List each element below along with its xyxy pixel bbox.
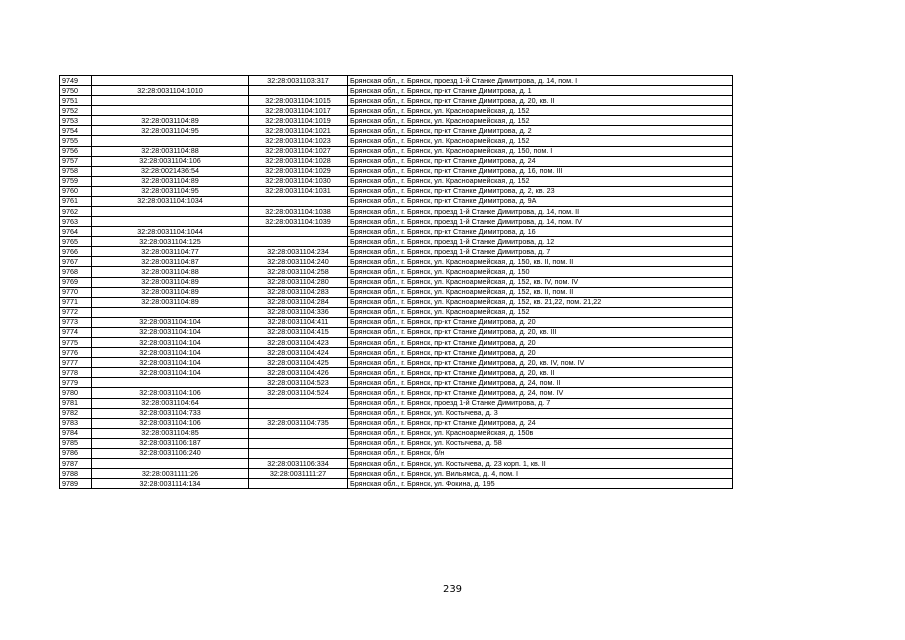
building-number-cell — [249, 408, 348, 418]
table-row — [60, 207, 733, 217]
building-number-cell: 32:28:0031104:426 — [249, 368, 348, 378]
row-number-cell: 9776 — [60, 348, 92, 358]
address-cell: Брянская обл., г. Брянск, ул. Красноармейская, д. 152 — [348, 136, 733, 146]
land-plot-number-cell: 32:28:0031104:104 — [92, 317, 249, 327]
land-plot-number-cell: 32:28:0031104:89 — [92, 176, 249, 186]
building-number-cell: 32:28:0031104:1023 — [249, 136, 348, 146]
table-row — [60, 217, 733, 227]
building-number-cell: 32:28:0031104:280 — [249, 277, 348, 287]
building-number-cell: 32:28:0031104:423 — [249, 338, 348, 348]
row-number-cell: 9753 — [60, 116, 92, 126]
table-row — [60, 317, 733, 327]
table-row — [60, 469, 733, 479]
address-cell: Брянская обл., г. Брянск, ул. Красноармейская, д. 150в — [348, 428, 733, 438]
table-row — [60, 196, 733, 206]
row-number-cell: 9754 — [60, 126, 92, 136]
table-row — [60, 358, 733, 368]
building-number-cell: 32:28:0031103:317 — [249, 76, 348, 86]
land-plot-number-cell: 32:28:0031111:26 — [92, 469, 249, 479]
land-plot-number-cell — [92, 136, 249, 146]
address-cell: Брянская обл., г. Брянск, ул. Красноармейская, д. 152 — [348, 176, 733, 186]
address-cell: Брянская обл., г. Брянск, пр-кт Станке Димитрова, д. 1 — [348, 86, 733, 96]
building-number-cell — [249, 448, 348, 458]
row-number-cell: 9767 — [60, 257, 92, 267]
land-plot-number-cell — [92, 207, 249, 217]
land-plot-number-cell: 32:28:0031104:1044 — [92, 227, 249, 237]
address-cell: Брянская обл., г. Брянск, пр-кт Станке Димитрова, д. 16, пом. III — [348, 166, 733, 176]
row-number-cell: 9750 — [60, 86, 92, 96]
address-cell: Брянская обл., г. Брянск, проезд 1-й Станке Димитрова, д. 14, пом. IV — [348, 217, 733, 227]
land-plot-number-cell: 32:28:0031106:187 — [92, 438, 249, 448]
table-row — [60, 368, 733, 378]
row-number-cell: 9778 — [60, 368, 92, 378]
building-number-cell — [249, 428, 348, 438]
land-plot-number-cell: 32:28:0031104:64 — [92, 398, 249, 408]
address-cell: Брянская обл., г. Брянск, ул. Красноармейская, д. 152 — [348, 116, 733, 126]
building-number-cell: 32:28:0031104:240 — [249, 257, 348, 267]
table-row — [60, 398, 733, 408]
row-number-cell: 9762 — [60, 207, 92, 217]
address-cell: Брянская обл., г. Брянск, ул. Красноармейская, д. 152 — [348, 106, 733, 116]
table-row — [60, 186, 733, 196]
address-cell: Брянская обл., г. Брянск, пр-кт Станке Димитрова, д. 2, кв. 23 — [348, 186, 733, 196]
table-row — [60, 448, 733, 458]
land-plot-number-cell: 32:28:0031104:733 — [92, 408, 249, 418]
row-number-cell: 9759 — [60, 176, 92, 186]
address-cell: Брянская обл., г. Брянск, ул. Красноармейская, д. 150 — [348, 267, 733, 277]
row-number-cell: 9788 — [60, 469, 92, 479]
row-number-cell: 9752 — [60, 106, 92, 116]
table-row — [60, 287, 733, 297]
address-cell: Брянская обл., г. Брянск, проезд 1-й Станке Димитрова, д. 7 — [348, 398, 733, 408]
address-cell: Брянская обл., г. Брянск, пр-кт Станке Димитрова, д. 20 — [348, 348, 733, 358]
table-row — [60, 458, 733, 468]
land-plot-number-cell: 32:28:0031104:89 — [92, 287, 249, 297]
building-number-cell: 32:28:0031106:334 — [249, 458, 348, 468]
building-number-cell: 32:28:0031104:1027 — [249, 146, 348, 156]
building-number-cell: 32:28:0031104:258 — [249, 267, 348, 277]
building-number-cell: 32:28:0031104:1030 — [249, 176, 348, 186]
address-cell: Брянская обл., г. Брянск, проезд 1-й Станке Димитрова, д. 7 — [348, 247, 733, 257]
row-number-cell: 9749 — [60, 76, 92, 86]
page-number: 239 — [442, 584, 463, 595]
address-cell: Брянская обл., г. Брянск, пр-кт Станке Димитрова, д. 20, кв. IV, пом. IV — [348, 358, 733, 368]
table-row — [60, 297, 733, 307]
land-plot-number-cell: 32:28:0031104:125 — [92, 237, 249, 247]
land-plot-number-cell: 32:28:0031104:89 — [92, 297, 249, 307]
address-cell: Брянская обл., г. Брянск, ул. Костычева, д. 23 корп. 1, кв. II — [348, 458, 733, 468]
address-cell: Брянская обл., г. Брянск, ул. Красноармейская, д. 152, кв. IV, пом. IV — [348, 277, 733, 287]
table-row — [60, 76, 733, 86]
table-row — [60, 388, 733, 398]
address-cell: Брянская обл., г. Брянск, пр-кт Станке Димитрова, д. 20 — [348, 338, 733, 348]
row-number-cell: 9779 — [60, 378, 92, 388]
address-cell: Брянская обл., г. Брянск, пр-кт Станке Димитрова, д. 2 — [348, 126, 733, 136]
table-row — [60, 166, 733, 176]
address-cell: Брянская обл., г. Брянск, ул. Вильямса, д. 4, пом. I — [348, 469, 733, 479]
building-number-cell — [249, 479, 348, 489]
address-cell: Брянская обл., г. Брянск, пр-кт Станке Димитрова, д. 20, кв. II — [348, 368, 733, 378]
building-number-cell: 32:28:0031104:284 — [249, 297, 348, 307]
table-row — [60, 176, 733, 186]
address-cell: Брянская обл., г. Брянск, пр-кт Станке Димитрова, д. 24 — [348, 156, 733, 166]
land-plot-number-cell: 32:28:0031104:104 — [92, 358, 249, 368]
cadastral-table-container — [59, 75, 733, 489]
building-number-cell — [249, 196, 348, 206]
table-row — [60, 237, 733, 247]
row-number-cell: 9757 — [60, 156, 92, 166]
land-plot-number-cell: 32:28:0031104:95 — [92, 126, 249, 136]
table-row — [60, 479, 733, 489]
row-number-cell: 9770 — [60, 287, 92, 297]
row-number-cell: 9781 — [60, 398, 92, 408]
row-number-cell: 9768 — [60, 267, 92, 277]
table-row — [60, 267, 733, 277]
building-number-cell: 32:28:0031104:1017 — [249, 106, 348, 116]
land-plot-number-cell — [92, 458, 249, 468]
building-number-cell: 32:28:0031104:523 — [249, 378, 348, 388]
building-number-cell: 32:28:0031104:1029 — [249, 166, 348, 176]
table-row — [60, 146, 733, 156]
land-plot-number-cell — [92, 106, 249, 116]
row-number-cell: 9774 — [60, 327, 92, 337]
row-number-cell: 9761 — [60, 196, 92, 206]
land-plot-number-cell: 32:28:0021436:54 — [92, 166, 249, 176]
address-cell: Брянская обл., г. Брянск, ул. Красноармейская, д. 152, кв. II, пом. II — [348, 287, 733, 297]
land-plot-number-cell: 32:28:0031114:134 — [92, 479, 249, 489]
land-plot-number-cell: 32:28:0031104:106 — [92, 388, 249, 398]
land-plot-number-cell: 32:28:0031104:77 — [92, 247, 249, 257]
building-number-cell: 32:28:0031104:283 — [249, 287, 348, 297]
building-number-cell — [249, 237, 348, 247]
land-plot-number-cell — [92, 96, 249, 106]
building-number-cell: 32:28:0031104:411 — [249, 317, 348, 327]
row-number-cell: 9780 — [60, 388, 92, 398]
table-row — [60, 348, 733, 358]
row-number-cell: 9789 — [60, 479, 92, 489]
row-number-cell: 9764 — [60, 227, 92, 237]
table-row — [60, 428, 733, 438]
land-plot-number-cell — [92, 307, 249, 317]
address-cell: Брянская обл., г. Брянск, ул. Красноармейская, д. 152 — [348, 307, 733, 317]
land-plot-number-cell: 32:28:0031104:85 — [92, 428, 249, 438]
table-row — [60, 126, 733, 136]
row-number-cell: 9751 — [60, 96, 92, 106]
row-number-cell: 9756 — [60, 146, 92, 156]
row-number-cell: 9775 — [60, 338, 92, 348]
table-row — [60, 438, 733, 448]
row-number-cell: 9777 — [60, 358, 92, 368]
row-number-cell: 9783 — [60, 418, 92, 428]
table-row — [60, 227, 733, 237]
land-plot-number-cell: 32:28:0031104:106 — [92, 156, 249, 166]
table-row — [60, 247, 733, 257]
land-plot-number-cell: 32:28:0031104:95 — [92, 186, 249, 196]
land-plot-number-cell: 32:28:0031104:88 — [92, 146, 249, 156]
land-plot-number-cell — [92, 217, 249, 227]
land-plot-number-cell: 32:28:0031104:1034 — [92, 196, 249, 206]
building-number-cell: 32:28:0031104:524 — [249, 388, 348, 398]
address-cell: Брянская обл., г. Брянск, ул. Фокина, д. 195 — [348, 479, 733, 489]
table-row — [60, 106, 733, 116]
building-number-cell — [249, 398, 348, 408]
address-cell: Брянская обл., г. Брянск, пр-кт Станке Димитрова, д. 24, пом. II — [348, 378, 733, 388]
address-cell: Брянская обл., г. Брянск, пр-кт Станке Димитрова, д. 20, кв. III — [348, 327, 733, 337]
row-number-cell: 9785 — [60, 438, 92, 448]
table-row — [60, 338, 733, 348]
building-number-cell: 32:28:0031111:27 — [249, 469, 348, 479]
building-number-cell — [249, 438, 348, 448]
land-plot-number-cell: 32:28:0031104:104 — [92, 338, 249, 348]
address-cell: Брянская обл., г. Брянск, б/н — [348, 448, 733, 458]
address-cell: Брянская обл., г. Брянск, ул. Костычева, д. 58 — [348, 438, 733, 448]
building-number-cell — [249, 86, 348, 96]
row-number-cell: 9763 — [60, 217, 92, 227]
land-plot-number-cell: 32:28:0031104:89 — [92, 116, 249, 126]
table-row — [60, 408, 733, 418]
building-number-cell: 32:28:0031104:1031 — [249, 186, 348, 196]
table-row — [60, 116, 733, 126]
table-row — [60, 378, 733, 388]
land-plot-number-cell — [92, 378, 249, 388]
row-number-cell: 9765 — [60, 237, 92, 247]
cadastral-table — [59, 75, 733, 489]
table-row — [60, 307, 733, 317]
land-plot-number-cell: 32:28:0031106:240 — [92, 448, 249, 458]
table-row — [60, 96, 733, 106]
address-cell: Брянская обл., г. Брянск, пр-кт Станке Димитрова, д. 9А — [348, 196, 733, 206]
building-number-cell: 32:28:0031104:425 — [249, 358, 348, 368]
building-number-cell: 32:28:0031104:415 — [249, 327, 348, 337]
building-number-cell: 32:28:0031104:424 — [249, 348, 348, 358]
address-cell: Брянская обл., г. Брянск, проезд 1-й Станке Димитрова, д. 14, пом. I — [348, 76, 733, 86]
table-row — [60, 277, 733, 287]
address-cell: Брянская обл., г. Брянск, пр-кт Станке Димитрова, д. 20, кв. II — [348, 96, 733, 106]
row-number-cell: 9758 — [60, 166, 92, 176]
building-number-cell: 32:28:0031104:735 — [249, 418, 348, 428]
row-number-cell: 9771 — [60, 297, 92, 307]
row-number-cell: 9769 — [60, 277, 92, 287]
table-body — [60, 76, 733, 489]
land-plot-number-cell: 32:28:0031104:1010 — [92, 86, 249, 96]
land-plot-number-cell — [92, 76, 249, 86]
address-cell: Брянская обл., г. Брянск, проезд 1-й Станке Димитрова, д. 14, пом. II — [348, 207, 733, 217]
land-plot-number-cell: 32:28:0031104:106 — [92, 418, 249, 428]
building-number-cell: 32:28:0031104:1038 — [249, 207, 348, 217]
land-plot-number-cell: 32:28:0031104:89 — [92, 277, 249, 287]
land-plot-number-cell: 32:28:0031104:87 — [92, 257, 249, 267]
row-number-cell: 9787 — [60, 458, 92, 468]
address-cell: Брянская обл., г. Брянск, пр-кт Станке Димитрова, д. 16 — [348, 227, 733, 237]
row-number-cell: 9773 — [60, 317, 92, 327]
land-plot-number-cell: 32:28:0031104:88 — [92, 267, 249, 277]
building-number-cell: 32:28:0031104:1039 — [249, 217, 348, 227]
building-number-cell: 32:28:0031104:1019 — [249, 116, 348, 126]
building-number-cell: 32:28:0031104:1015 — [249, 96, 348, 106]
row-number-cell: 9755 — [60, 136, 92, 146]
address-cell: Брянская обл., г. Брянск, ул. Красноармейская, д. 150, кв. II, пом. II — [348, 257, 733, 267]
row-number-cell: 9784 — [60, 428, 92, 438]
address-cell: Брянская обл., г. Брянск, пр-кт Станке Димитрова, д. 24 — [348, 418, 733, 428]
building-number-cell: 32:28:0031104:1021 — [249, 126, 348, 136]
building-number-cell: 32:28:0031104:336 — [249, 307, 348, 317]
table-row — [60, 86, 733, 96]
address-cell: Брянская обл., г. Брянск, пр-кт Станке Димитрова, д. 20 — [348, 317, 733, 327]
land-plot-number-cell: 32:28:0031104:104 — [92, 348, 249, 358]
address-cell: Брянская обл., г. Брянск, ул. Костычева, д. 3 — [348, 408, 733, 418]
row-number-cell: 9782 — [60, 408, 92, 418]
table-row — [60, 257, 733, 267]
building-number-cell: 32:28:0031104:1028 — [249, 156, 348, 166]
table-row — [60, 156, 733, 166]
table-row — [60, 418, 733, 428]
land-plot-number-cell: 32:28:0031104:104 — [92, 368, 249, 378]
address-cell: Брянская обл., г. Брянск, ул. Красноармейская, д. 152, кв. 21,22, пом. 21,22 — [348, 297, 733, 307]
building-number-cell: 32:28:0031104:234 — [249, 247, 348, 257]
row-number-cell: 9772 — [60, 307, 92, 317]
building-number-cell — [249, 227, 348, 237]
address-cell: Брянская обл., г. Брянск, пр-кт Станке Димитрова, д. 24, пом. IV — [348, 388, 733, 398]
land-plot-number-cell: 32:28:0031104:104 — [92, 327, 249, 337]
table-row — [60, 136, 733, 146]
address-cell: Брянская обл., г. Брянск, проезд 1-й Станке Димитрова, д. 12 — [348, 237, 733, 247]
table-row — [60, 327, 733, 337]
row-number-cell: 9760 — [60, 186, 92, 196]
row-number-cell: 9766 — [60, 247, 92, 257]
row-number-cell: 9786 — [60, 448, 92, 458]
address-cell: Брянская обл., г. Брянск, ул. Красноармейская, д. 150, пом. I — [348, 146, 733, 156]
